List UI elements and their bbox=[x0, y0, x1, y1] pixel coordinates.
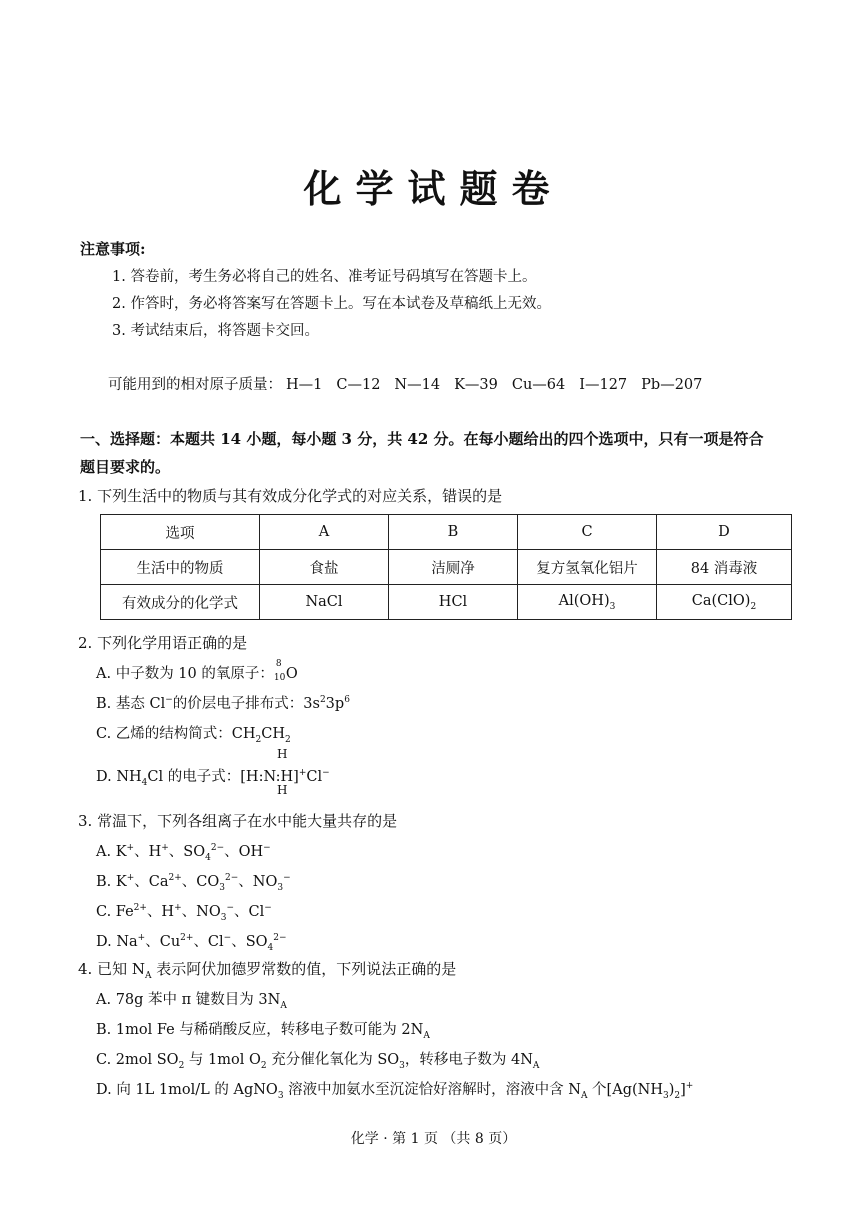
superscript: 6 bbox=[344, 695, 350, 706]
atomic-masses bbox=[108, 373, 716, 394]
ion-text: 、H bbox=[146, 904, 175, 920]
ion-text: 、Cl bbox=[193, 934, 224, 950]
subscript: A bbox=[532, 1060, 540, 1071]
table-cell: HCl bbox=[389, 585, 518, 620]
table-cell: 复方氢氧化铝片 bbox=[518, 550, 657, 585]
option-text: 个[Ag(NH bbox=[587, 1082, 663, 1098]
atomic-mass: Cu—64 bbox=[511, 377, 566, 393]
option-text: 溶液中加氨水至沉淀恰好溶解时，溶液中含 N bbox=[283, 1082, 581, 1098]
option-text: D. 向 1L 1mol/L 的 AgNO bbox=[96, 1082, 278, 1098]
subscript: A bbox=[280, 1000, 287, 1011]
option-text: 与 1mol O bbox=[184, 1052, 261, 1068]
charge: + bbox=[174, 903, 182, 914]
notice-item: 3. 考试结束后，将答题卡交回。 bbox=[112, 323, 319, 339]
question-1-table bbox=[100, 514, 792, 620]
subscript: A bbox=[580, 1090, 588, 1101]
ion-text: A. K bbox=[96, 844, 127, 860]
question-3-stem: 3. 常温下，下列各组离子在水中能大量共存的是 bbox=[78, 812, 398, 830]
option-text: ] bbox=[680, 1082, 686, 1098]
superscript: 2 bbox=[319, 695, 326, 706]
section-heading: 一、选择题：本题共 14 小题，每小题 3 分，共 42 分。在每小题给出的四个选项中，只有一项是符合 bbox=[80, 430, 764, 448]
subscript: 3 bbox=[399, 1060, 405, 1071]
table-cell: 生活中的物质 bbox=[101, 550, 260, 585]
table-cell: NaCl bbox=[260, 585, 389, 620]
option-text: D. NH bbox=[96, 769, 142, 785]
atomic-mass: I—127 bbox=[579, 377, 628, 393]
ion-text: 、NO bbox=[181, 904, 221, 920]
notice-item: 1. 答卷前，考生务必将自己的姓名、准考证号码填写在答题卡上。 bbox=[112, 269, 537, 285]
section-heading-cont: 题目要求的。 bbox=[80, 458, 171, 476]
ion-text: 、H bbox=[134, 844, 162, 860]
formula-text: Al(OH) bbox=[558, 592, 610, 609]
charge: 2+ bbox=[180, 933, 194, 944]
notice-heading: 注意事项: bbox=[80, 240, 146, 258]
charge: − bbox=[226, 903, 234, 914]
charge: − bbox=[264, 903, 272, 914]
table-cell: 选项 bbox=[101, 515, 260, 550]
question-1-stem: 1. 下列生活中的物质与其有效成分化学式的对应关系，错误的是 bbox=[78, 487, 503, 505]
ion-text: 、OH bbox=[224, 844, 264, 860]
atomic-mass: Pb—207 bbox=[641, 377, 703, 393]
subscript: 3 bbox=[609, 601, 616, 612]
formula-text: Ca(ClO) bbox=[691, 592, 751, 609]
option-text: 的价层电子排布式：3s bbox=[172, 696, 320, 712]
atomic-mass: C—12 bbox=[336, 377, 381, 393]
ion-text: D. Na bbox=[96, 934, 138, 950]
table-cell: A bbox=[260, 515, 389, 550]
option-text: Cl bbox=[306, 769, 323, 785]
option-text: A. 中子数为 10 的氧原子： bbox=[96, 666, 274, 682]
charge: 2− bbox=[225, 873, 239, 884]
ion-text: 、SO bbox=[231, 934, 268, 950]
charge: + bbox=[126, 843, 135, 854]
question-4-option-b bbox=[96, 1018, 430, 1041]
option-text: B. 1mol Fe 与稀硝酸反应，转移电子数可能为 2N bbox=[96, 1022, 424, 1038]
table-cell bbox=[657, 585, 792, 620]
charge: − bbox=[263, 843, 271, 854]
atomic-mass: N—14 bbox=[394, 377, 441, 393]
charge: 2− bbox=[210, 843, 225, 854]
atomic-number: 10 bbox=[273, 673, 286, 683]
charge: 2− bbox=[273, 933, 287, 944]
table-cell: 有效成分的化学式 bbox=[101, 585, 260, 620]
page-footer: 化学 · 第 1 页 （共 8 页） bbox=[350, 1131, 517, 1147]
superscript: − bbox=[165, 695, 173, 706]
question-2-option-d bbox=[96, 765, 330, 788]
table-cell: 洁厕净 bbox=[389, 550, 518, 585]
atomic-mass: H—1 bbox=[286, 377, 323, 393]
option-text: 3p bbox=[325, 696, 345, 712]
ion-text: 、Cl bbox=[234, 904, 265, 920]
question-4-stem bbox=[78, 958, 456, 981]
option-text: 充分催化氧化为 SO bbox=[266, 1052, 400, 1068]
subscript: 2 bbox=[178, 1060, 185, 1071]
subscript: 2 bbox=[285, 734, 291, 745]
question-4-option-d bbox=[96, 1078, 693, 1101]
subscript: 2 bbox=[260, 1060, 267, 1071]
ion-text: 、NO bbox=[238, 874, 278, 890]
charge: 2+ bbox=[168, 873, 182, 884]
subscript: 2 bbox=[674, 1090, 681, 1101]
table-cell: D bbox=[657, 515, 792, 550]
charge: + bbox=[137, 933, 146, 944]
electron-formula-h-top: H bbox=[277, 747, 288, 761]
question-2-stem: 2. 下列化学用语正确的是 bbox=[78, 634, 248, 652]
question-3-option-a bbox=[96, 840, 271, 863]
subscript: 3 bbox=[219, 882, 226, 893]
atomic-mass: K—39 bbox=[454, 377, 498, 393]
table-cell: 84 消毒液 bbox=[657, 550, 792, 585]
ion-text: 、CO bbox=[181, 874, 220, 890]
ion-text: B. K bbox=[96, 874, 127, 890]
option-text: ) bbox=[668, 1082, 675, 1098]
subscript: 3 bbox=[662, 1090, 669, 1101]
charge: − bbox=[283, 873, 291, 884]
subscript: 2 bbox=[255, 734, 262, 745]
question-4-option-a bbox=[96, 988, 287, 1011]
table-cell: B bbox=[389, 515, 518, 550]
option-text: ，转移电子数为 4N bbox=[404, 1052, 533, 1068]
charge: 2+ bbox=[133, 903, 147, 914]
question-3-option-c bbox=[96, 900, 272, 923]
question-2-option-b bbox=[96, 692, 350, 713]
subscript: 3 bbox=[277, 1090, 284, 1101]
question-4-option-c bbox=[96, 1048, 539, 1071]
subscript: 3 bbox=[277, 882, 284, 893]
option-text: A. 78g 苯中 π 键数目为 3N bbox=[96, 992, 281, 1008]
page-title: 化学试题卷 bbox=[303, 166, 564, 211]
ion-text: 、Cu bbox=[145, 934, 181, 950]
ion-text: 、Ca bbox=[134, 874, 169, 890]
nuclide-notation bbox=[273, 659, 286, 683]
superscript: − bbox=[322, 768, 330, 779]
charge: − bbox=[223, 933, 232, 944]
charge: + bbox=[126, 873, 135, 884]
superscript: + bbox=[298, 768, 307, 779]
option-text: C. 乙烯的结构简式：CH bbox=[96, 726, 256, 742]
subscript: 4 bbox=[267, 942, 274, 953]
subscript: 4 bbox=[141, 777, 148, 788]
subscript: A bbox=[144, 971, 152, 981]
stem-text: 表示阿伏加德罗常数的值，下列说法正确的是 bbox=[151, 960, 457, 978]
option-text: B. 基态 Cl bbox=[96, 696, 166, 712]
electron-formula-n: :N: bbox=[258, 769, 281, 785]
question-3-option-d bbox=[96, 930, 287, 953]
charge: + bbox=[161, 843, 169, 854]
element-symbol: O bbox=[285, 666, 298, 682]
option-text: C. 2mol SO bbox=[96, 1052, 179, 1068]
electron-formula-h-bottom: H bbox=[277, 783, 288, 797]
table-cell bbox=[518, 585, 657, 620]
notice-item: 2. 作答时，务必将答案写在答题卡上。写在本试卷及草稿纸上无效。 bbox=[112, 296, 551, 312]
option-text: H] bbox=[280, 769, 299, 785]
stem-text: 4. 已知 N bbox=[78, 960, 145, 978]
question-3-option-b bbox=[96, 870, 291, 893]
ion-text: 、SO bbox=[168, 844, 206, 860]
option-text: CH bbox=[261, 726, 286, 742]
subscript: A bbox=[423, 1030, 430, 1041]
subscript: 3 bbox=[220, 912, 227, 923]
option-text: Cl 的电子式：[H bbox=[147, 769, 259, 785]
table-cell: 食盐 bbox=[260, 550, 389, 585]
superscript: + bbox=[685, 1081, 694, 1092]
table-cell: C bbox=[518, 515, 657, 550]
atomic-masses-label: 可能用到的相对原子质量： bbox=[108, 377, 282, 393]
question-2-option-a bbox=[96, 659, 298, 683]
subscript: 2 bbox=[750, 601, 757, 612]
question-2-option-c bbox=[96, 722, 291, 745]
ion-text: C. Fe bbox=[96, 904, 134, 920]
mass-number: 8 bbox=[275, 659, 282, 669]
subscript: 4 bbox=[205, 852, 211, 863]
